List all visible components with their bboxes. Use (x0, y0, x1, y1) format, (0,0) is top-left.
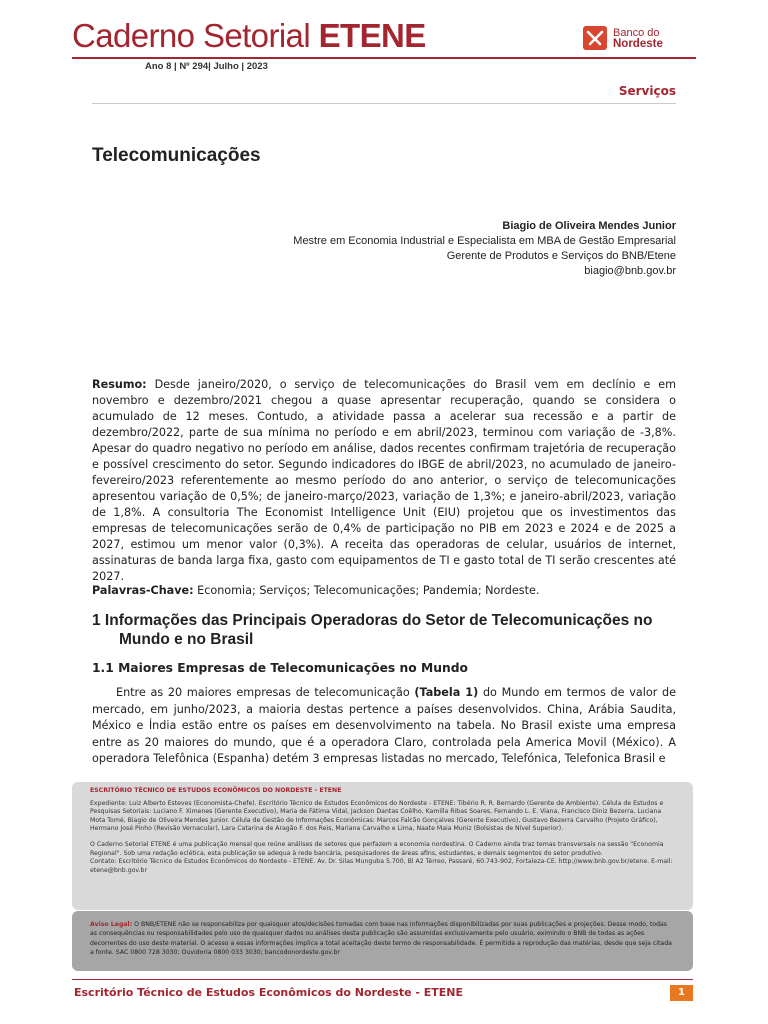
body-paragraph (92, 685, 676, 768)
section-heading-1: 1 Informações das Principais Operadoras do Setor de Telecomunicações no Mundo e no Brasil (92, 612, 653, 648)
page-number: 1 (670, 985, 693, 1001)
author-credentials: Mestre em Economia Industrial e Especialista em MBA de Gestão Empresarial (293, 235, 676, 247)
author-role: Gerente de Produtos e Serviços do BNB/Etene (446, 250, 676, 262)
section-rule (92, 103, 676, 104)
abstract (92, 377, 676, 585)
info-box-heading: ESCRITÓRIO TÉCNICO DE ESTUDOS ECONÔMICOS DO NORDESTE - ETENE (90, 787, 342, 794)
document-title: Telecomunicações (92, 145, 261, 166)
bank-logo[interactable] (583, 26, 693, 54)
info-box-about: O Caderno Setorial ETENE é uma publicação mensal que reúne análises de setores que perfazem a economia nordestina. O Caderno ainda traz temas transversais na sessão "Economia Regional". Sob uma redação eclética, esta publicação se adequa à rede bancária, pesquisadores de áreas afins, estudantes, e demais segmentos do setor produtivo. (90, 840, 664, 857)
disclaimer-box (72, 911, 693, 971)
disclaimer-label: Aviso Legal: (90, 921, 133, 928)
keywords-label: Palavras-Chave: (92, 584, 194, 597)
info-box (72, 782, 693, 910)
logo-text-line2: Nordeste (613, 38, 663, 50)
issue-line: Ano 8 | Nº 294| Julho | 2023 (145, 61, 268, 72)
author-name: Biagio de Oliveira Mendes Junior (502, 220, 676, 232)
disclaimer-text: O BNB/ETENE não se responsabiliza por quaisquer atos/decisões tomadas com base nas informações disponibilizadas por suas publicações e projeções. Desse modo, todas as consequências ou responsabilidades pelo uso de quaisquer dados ou análises desta publicação são assumidas exclusivamente pelo usuário, eximindo o BNB de todas as ações decorrentes do uso deste material. O acesso a essas informações implica a total aceitação deste termo de responsabilidade. É permitida a reprodução das matérias, desde que seja citada a fonte. SAC 0800 728 3030; Ouvidoria 0800 033 3030; bancodonordeste.gov.br (90, 921, 672, 956)
masthead-title-bold: ETENE (318, 17, 426, 54)
section-label: Serviços (618, 84, 676, 98)
subsection-heading-1-1: 1.1 Maiores Empresas de Telecomunicações no Mundo (92, 661, 468, 675)
table-reference[interactable]: (Tabela 1) (414, 686, 479, 699)
keywords-text: Economia; Serviços; Telecomunicações; Pandemia; Nordeste. (197, 584, 540, 597)
logo-text-line1: Banco do (613, 27, 660, 39)
author-block (76, 219, 676, 279)
info-box-expediente: Expediente: Luiz Alberto Esteves (Economista-Chefe). Escritório Técnico de Estudos Econômicos do Nordeste - ETENE: Tibério R. R. Bernardo (Gerente de Ambiente). Célula de Estudos e Pesquisas Setoriais: Luciano F. Ximenes (Gerente Executivo), Maria de Fátima Vidal, Jackson Dantas Coêlho, Kamilla Ribas Soares, Fernando L. E. Viana, Francisco Diniz Bezerra, Luciana Mota Tomé, Biagio de Oliveira Mendes Junior. Célula de Gestão de Informações Econômicas: Marcos Falcão Gonçalves (Gerente Executivo), Gustavo Bezerra Carvalho (Projeto Gráfico), Hermano José Pinho (Revisão Vernacular), Lara Catarina de Aragão F. dos Reis, Mariana Carvalho e Lima, Naate Maia Muniz (Bolsistas de Nível Superior). (90, 799, 664, 833)
masthead-title (72, 16, 426, 56)
abstract-text: Desde janeiro/2020, o serviço de telecomunicações do Brasil vem em declínio e em novembro e dezembro/2021 chegou a quase apresentar recuperação, quando se considera o acumulado de 12 meses. Contudo, a atividade passa a acelerar sua recessão e a partir de dezembro/2022, parte de sua mínima no período e em abril/2023, terminou com variação de -3,8%. Apesar do quadro negativo no período em análise, dados recentes confirmam trajetória de recuperação e possível crescimento do setor. Segundo indicadores do IBGE de abril/2023, no acumulado de janeiro-fevereiro/2023 referentemente ao mesmo período do ano anterior, o serviço de telecomunicações apresentou variação de 0,5%; de janeiro-março/2023, variação de 1,3%; e janeiro-abril/2023, variação de 1,8%. A consultoria The Economist Intelligence Unit (EIU) projetou que os investimentos das empresas de telecomunicações serão de 0,4% de participação no PIB em 2023 e 2024 e de 2025 a 2027, estimou um menor valor (0,3%). A receita das operadoras de celular, usuários de internet, assinaturas de banda larga fixa, gasto com equipamentos de TI e gasto total de TI serão crescentes até 2027. (92, 378, 676, 583)
footer-text: Escritório Técnico de Estudos Econômicos do Nordeste - ETENE (74, 986, 464, 999)
logo-mark-icon (583, 26, 607, 50)
masthead-title-light: Caderno Setorial (72, 17, 311, 54)
author-email[interactable]: biagio@bnb.gov.br (584, 265, 676, 277)
footer-rule (72, 979, 693, 980)
abstract-label: Resumo: (92, 378, 147, 391)
masthead-rule (72, 57, 696, 59)
body-text-post: do Mundo em termos de valor de mercado, em junho/2023, a maioria destas pertence a países desenvolvidos. China, Arábia Saudita, México e Índia estão entre os países em desenvolvimento na tabela. No Brasil existe uma empresa entre as 20 maiores do mundo, que é a operadora Claro, controlada pela America Movil (México). A operadora Telefônica (Espanha) detém 3 empresas listadas no mercado, Telefónica, Telefonica Brasil e (92, 686, 676, 765)
info-box-contact: Contato: Escritório Técnico de Estudos Econômicos do Nordeste - ETENE. Av. Dr. Silas Munguba 5.700, Bl A2 Térreo, Passaré, 60.743-902, Fortaleza-CE. http://www.bnb.gov.br/etene. E-mail: etene@bnb.gov.br (90, 858, 673, 874)
keywords (92, 583, 676, 599)
body-text-pre: Entre as 20 maiores empresas de telecomunicação (116, 686, 410, 699)
